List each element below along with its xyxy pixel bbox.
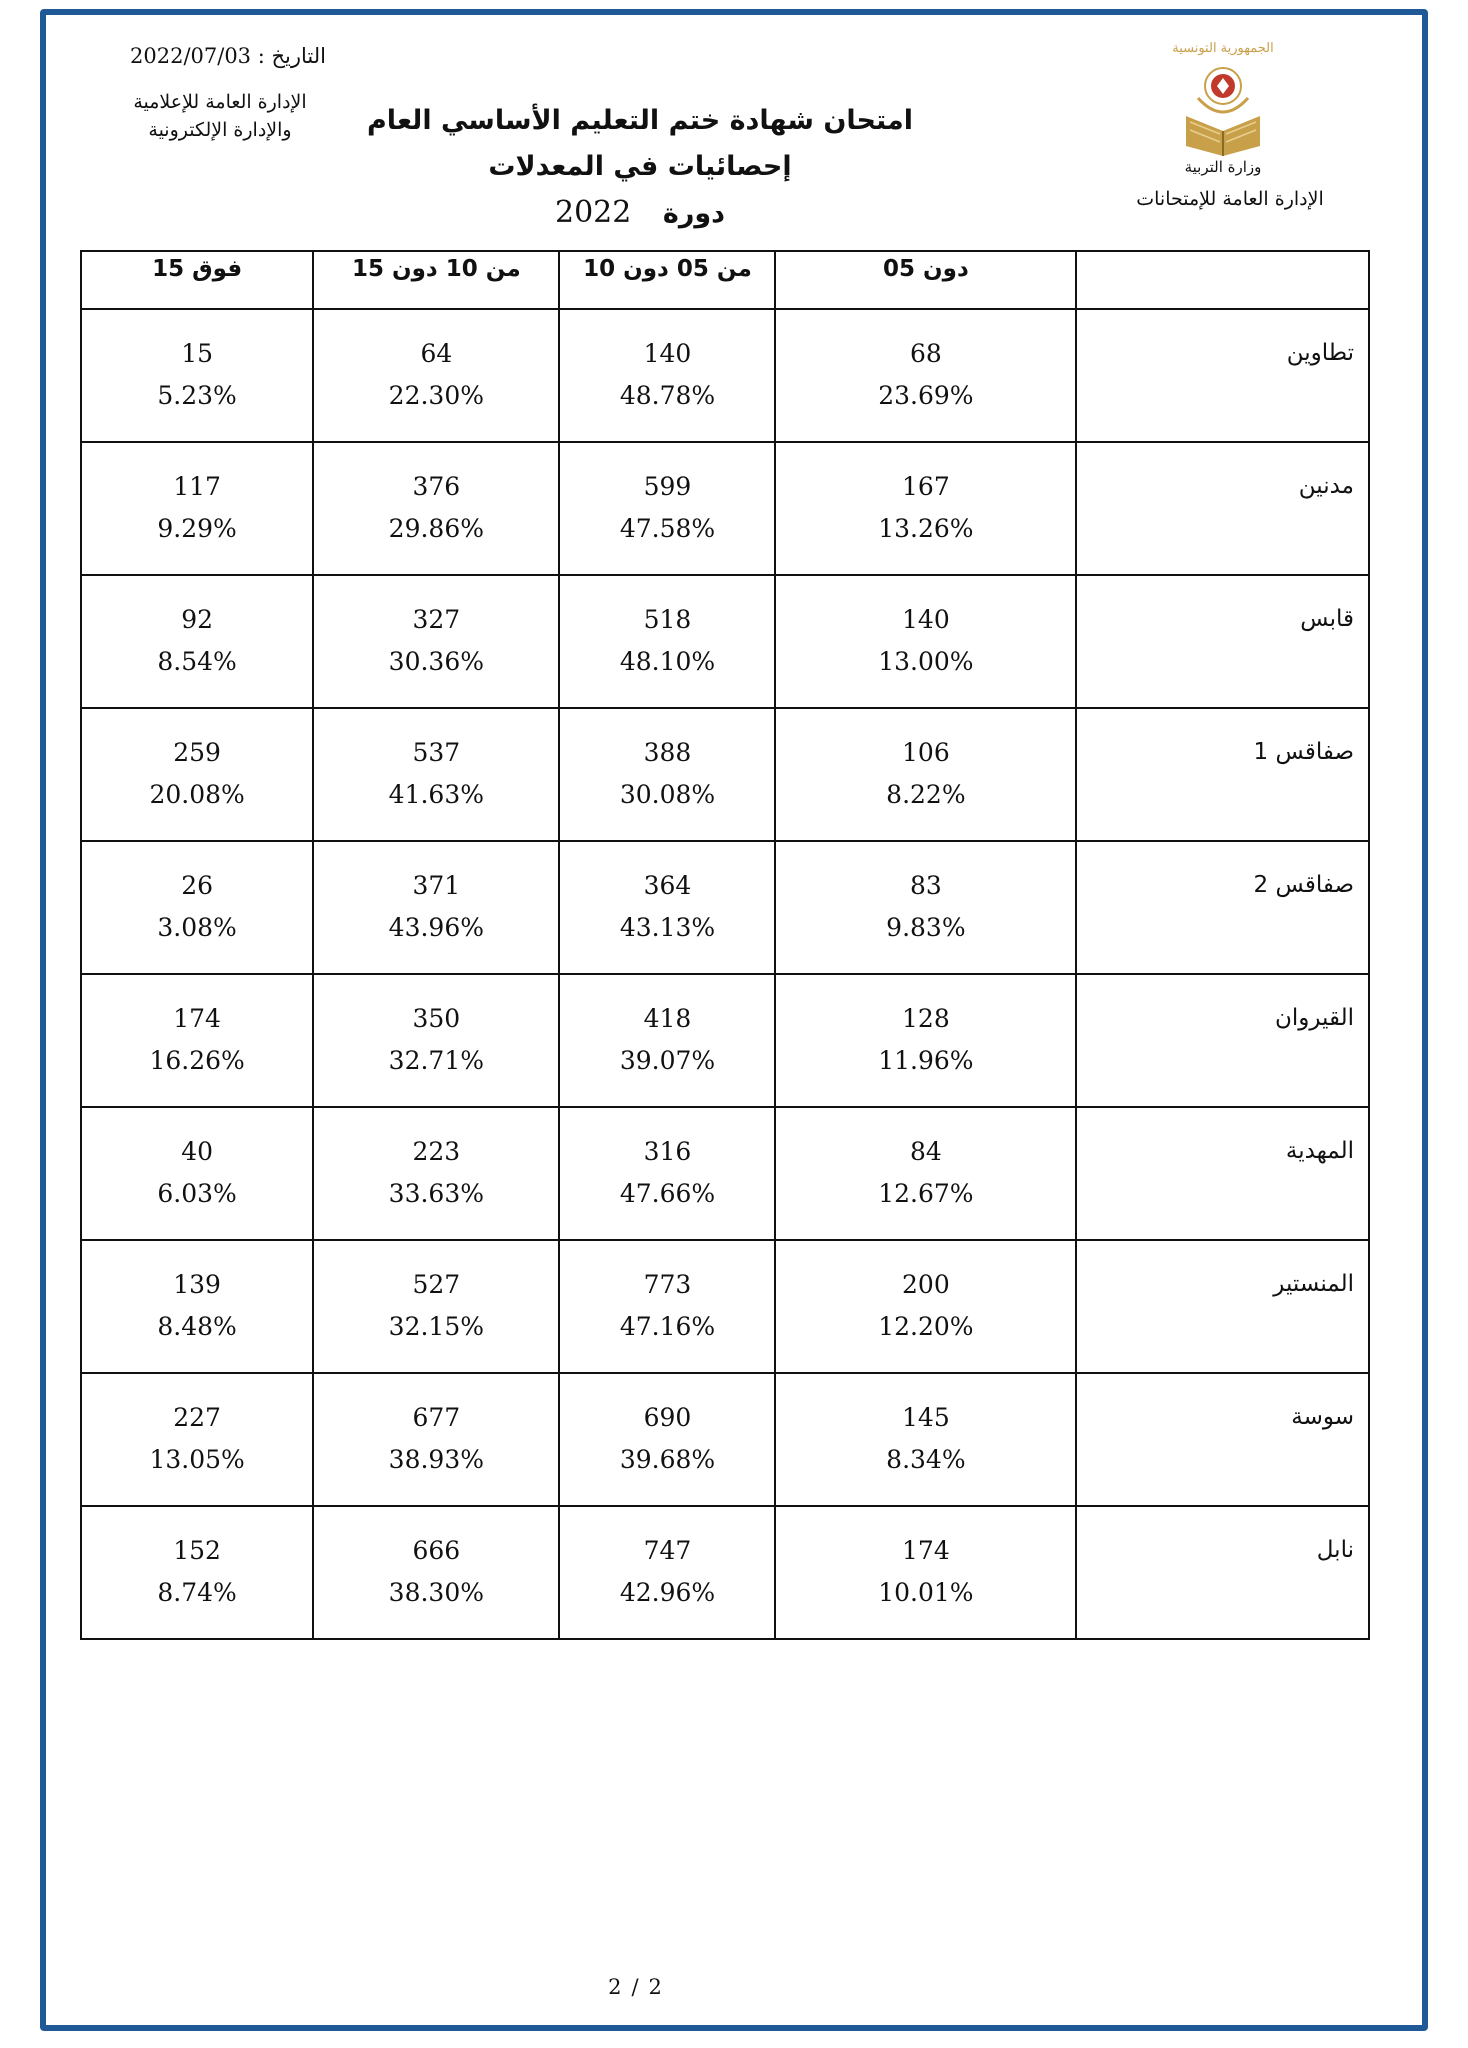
count-cell <box>559 1506 775 1639</box>
table-header-row <box>81 251 1369 309</box>
region-name: مدنين <box>1076 442 1369 575</box>
percent-value: 13.26% <box>878 513 974 543</box>
session-year: 2022 <box>554 195 632 230</box>
ministry-emblem-icon <box>1168 36 1278 176</box>
count-value: 140 <box>643 338 692 368</box>
count-cell <box>313 1240 559 1373</box>
count-value: 773 <box>643 1269 692 1299</box>
date-label: التاريخ : <box>257 44 326 68</box>
percent-value: 30.36% <box>388 646 484 676</box>
count-value: 227 <box>173 1402 221 1432</box>
percent-value: 11.96% <box>878 1045 974 1075</box>
region-name: صفاقس 1 <box>1076 708 1369 841</box>
count-value: 747 <box>643 1535 692 1565</box>
count-value: 690 <box>643 1402 692 1432</box>
count-value: 350 <box>412 1003 461 1033</box>
count-value: 537 <box>412 737 461 767</box>
count-value: 316 <box>643 1136 692 1166</box>
page-separator: / <box>631 1975 649 1999</box>
table-row <box>81 974 1369 1107</box>
column-header-region <box>1076 251 1369 309</box>
count-cell <box>81 309 313 442</box>
count-cell <box>775 841 1076 974</box>
count-cell <box>313 708 559 841</box>
percent-value: 13.00% <box>878 646 974 676</box>
percent-value: 38.93% <box>388 1444 484 1474</box>
count-cell <box>775 442 1076 575</box>
count-value: 64 <box>420 338 453 368</box>
percent-value: 6.03% <box>157 1178 237 1208</box>
table-row <box>81 1373 1369 1506</box>
count-cell <box>559 841 775 974</box>
percent-value: 39.07% <box>619 1045 716 1075</box>
percent-value: 9.29% <box>157 513 237 543</box>
percent-value: 13.05% <box>149 1444 245 1474</box>
count-cell <box>313 1506 559 1639</box>
right-department: الإدارة العامة للإمتحانات <box>1136 188 1324 210</box>
count-cell <box>313 442 559 575</box>
percent-value: 16.26% <box>149 1045 245 1075</box>
count-value: 106 <box>902 737 950 767</box>
left-dept-line1: الإدارة العامة للإعلامية <box>133 91 307 113</box>
percent-value: 48.78% <box>619 380 716 410</box>
count-cell <box>313 309 559 442</box>
table-row <box>81 1506 1369 1639</box>
percent-value: 29.86% <box>388 513 484 543</box>
count-cell <box>81 1107 313 1240</box>
percent-value: 32.15% <box>388 1311 484 1341</box>
region-name: نابل <box>1076 1506 1369 1639</box>
table-row <box>81 708 1369 841</box>
count-value: 327 <box>412 604 461 634</box>
count-cell <box>313 1373 559 1506</box>
exam-title: امتحان شهادة ختم التعليم الأساسي العام <box>367 105 913 136</box>
count-value: 200 <box>902 1269 950 1299</box>
percent-value: 12.20% <box>878 1311 974 1341</box>
count-cell <box>81 841 313 974</box>
count-value: 599 <box>643 471 692 501</box>
count-value: 83 <box>909 870 942 900</box>
percent-value: 3.08% <box>157 912 237 942</box>
count-value: 223 <box>412 1136 461 1166</box>
percent-value: 32.71% <box>388 1045 484 1075</box>
count-value: 68 <box>909 338 942 368</box>
count-cell <box>559 708 775 841</box>
count-value: 518 <box>643 604 692 634</box>
percent-value: 48.10% <box>619 646 716 676</box>
count-value: 128 <box>902 1003 950 1033</box>
region-name: تطاوين <box>1076 309 1369 442</box>
count-cell <box>775 1107 1076 1240</box>
count-value: 139 <box>173 1269 221 1299</box>
percent-value: 8.22% <box>886 779 966 809</box>
date-line <box>128 44 328 68</box>
region-name: سوسة <box>1076 1373 1369 1506</box>
count-value: 92 <box>181 604 213 634</box>
page-total: 2 <box>608 1975 632 1999</box>
count-value: 26 <box>181 870 213 900</box>
count-value: 364 <box>643 870 692 900</box>
count-cell <box>81 442 313 575</box>
ministry-name: وزارة التربية <box>1184 158 1262 176</box>
table-row <box>81 575 1369 708</box>
percent-value: 22.30% <box>388 380 484 410</box>
percent-value: 38.30% <box>388 1577 484 1607</box>
table-row <box>81 841 1369 974</box>
count-value: 388 <box>643 737 692 767</box>
percent-value: 5.23% <box>157 380 237 410</box>
region-name: صفاقس 2 <box>1076 841 1369 974</box>
count-cell <box>81 1373 313 1506</box>
count-value: 174 <box>902 1535 950 1565</box>
column-header-10-to-15: من 10 دون 15 <box>313 251 559 309</box>
left-dept-line2: والإدارة الإلكترونية <box>148 119 292 141</box>
count-value: 152 <box>173 1535 221 1565</box>
session-line <box>360 190 920 237</box>
count-cell <box>559 1107 775 1240</box>
count-cell <box>775 1373 1076 1506</box>
count-cell <box>81 1506 313 1639</box>
table-row <box>81 442 1369 575</box>
region-name: القيروان <box>1076 974 1369 1107</box>
title-block <box>360 98 920 237</box>
grades-statistics-table <box>80 250 1370 1640</box>
table-row <box>81 1107 1369 1240</box>
percent-value: 30.08% <box>619 779 716 809</box>
percent-value: 23.69% <box>878 380 974 410</box>
page-current: 2 <box>648 1975 672 1999</box>
count-value: 117 <box>173 471 221 501</box>
percent-value: 43.96% <box>388 912 484 942</box>
count-cell <box>81 708 313 841</box>
count-cell <box>559 1373 775 1506</box>
count-cell <box>81 575 313 708</box>
count-cell <box>559 575 775 708</box>
page-number <box>590 1975 690 1999</box>
percent-value: 41.63% <box>388 779 484 809</box>
count-cell <box>559 442 775 575</box>
percent-value: 8.48% <box>157 1311 237 1341</box>
count-value: 418 <box>643 1003 692 1033</box>
count-value: 40 <box>181 1136 213 1166</box>
column-header-05-to-10: من 05 دون 10 <box>559 251 775 309</box>
emblem-top-text: الجمهورية التونسية <box>1172 41 1274 56</box>
percent-value: 47.66% <box>619 1178 716 1208</box>
count-cell <box>313 575 559 708</box>
table-row <box>81 309 1369 442</box>
percent-value: 20.08% <box>149 779 245 809</box>
count-cell <box>775 974 1076 1107</box>
count-value: 84 <box>909 1136 942 1166</box>
count-cell <box>313 1107 559 1240</box>
count-cell <box>559 974 775 1107</box>
percent-value: 43.13% <box>619 912 716 942</box>
count-value: 677 <box>412 1402 461 1432</box>
left-department <box>120 88 320 144</box>
count-cell <box>559 309 775 442</box>
percent-value: 8.34% <box>886 1444 966 1474</box>
count-value: 140 <box>902 604 950 634</box>
count-cell <box>313 841 559 974</box>
count-value: 174 <box>173 1003 221 1033</box>
count-value: 371 <box>412 870 461 900</box>
percent-value: 47.16% <box>619 1311 716 1341</box>
count-value: 259 <box>173 737 221 767</box>
count-cell <box>775 1240 1076 1373</box>
count-cell <box>775 575 1076 708</box>
count-value: 167 <box>902 471 950 501</box>
stats-title: إحصائيات في المعدلات <box>488 151 792 182</box>
percent-value: 12.67% <box>878 1178 974 1208</box>
table-body <box>81 309 1369 1639</box>
count-value: 527 <box>412 1269 461 1299</box>
count-cell <box>313 974 559 1107</box>
percent-value: 8.74% <box>157 1577 237 1607</box>
table-row <box>81 1240 1369 1373</box>
session-label: دورة <box>662 198 726 229</box>
count-cell <box>81 1240 313 1373</box>
region-name: المهدية <box>1076 1107 1369 1240</box>
count-value: 666 <box>412 1535 461 1565</box>
percent-value: 42.96% <box>619 1577 716 1607</box>
column-header-above-15: فوق 15 <box>81 251 313 309</box>
date-value: 2022/07/03 <box>130 44 252 68</box>
percent-value: 39.68% <box>619 1444 716 1474</box>
count-value: 376 <box>412 471 461 501</box>
count-cell <box>559 1240 775 1373</box>
percent-value: 10.01% <box>878 1577 974 1607</box>
percent-value: 33.63% <box>388 1178 484 1208</box>
region-name: المنستير <box>1076 1240 1369 1373</box>
count-value: 15 <box>181 338 213 368</box>
count-cell <box>775 1506 1076 1639</box>
percent-value: 9.83% <box>886 912 966 942</box>
count-value: 145 <box>902 1402 950 1432</box>
count-cell <box>775 708 1076 841</box>
percent-value: 47.58% <box>619 513 716 543</box>
region-name: قابس <box>1076 575 1369 708</box>
percent-value: 8.54% <box>157 646 237 676</box>
count-cell <box>775 309 1076 442</box>
column-header-below-05: دون 05 <box>775 251 1076 309</box>
count-cell <box>81 974 313 1107</box>
